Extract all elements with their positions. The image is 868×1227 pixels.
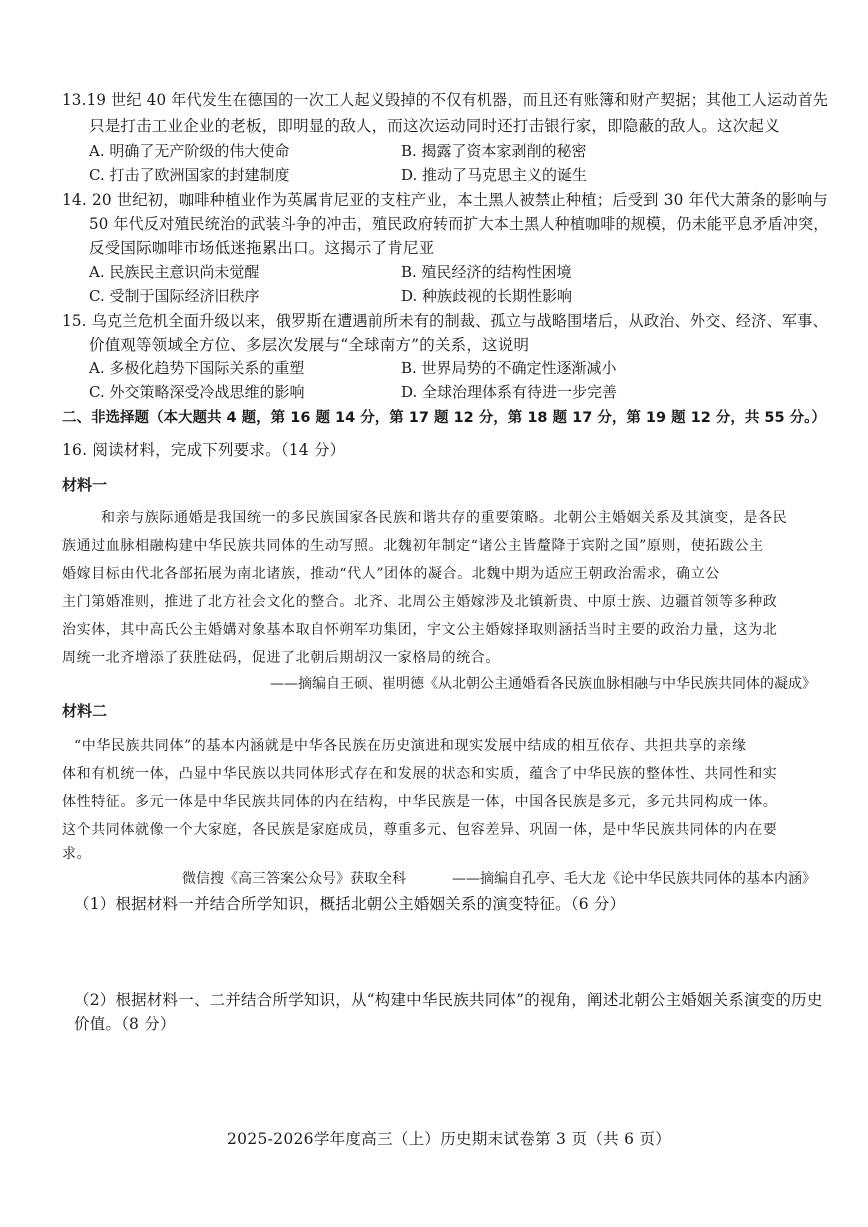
- material2-line: 体和有机统一体，凸显中华民族以共同体形式存在和发展的状态和实质，蕴含了中华民族的整体性、共同性和实: [62, 766, 778, 782]
- subquestion-2-line1: （2）根据材料一、二并结合所学知识，从“构建中华民族共同体”的视角，阐述北朝公主婚姻关系演变的历史: [74, 991, 823, 1009]
- q15-option-c: C. 外交策略深受冷战思维的影响: [89, 383, 305, 401]
- page-footer: 2025-2026学年度高三（上）历史期末试卷第 3 页（共 6 页）: [227, 1130, 672, 1148]
- material1-line: 主门第婚准则，推进了北方社会文化的整合。北齐、北周公主婚嫁涉及北镇新贵、中原士族、边疆首领等多种政: [62, 594, 778, 610]
- subquestion-2-line2: 价值。（8 分）: [74, 1015, 176, 1033]
- subquestion-1: （1）根据材料一并结合所学知识，概括北朝公主婚姻关系的演变特征。（6 分）: [74, 895, 626, 913]
- material1-source: ——摘编自王硕、崔明德《从北朝公主通婚看各民族血脉相融与中华民族共同体的凝成》: [270, 676, 816, 692]
- material1-line: 治实体，其中高氏公主婚媾对象基本取自怀朔军功集团，宇文公主婚嫁择取则涵括当时主要的政治力量，这为北: [62, 622, 778, 638]
- q15-option-d: D. 全球治理体系有待进一步完善: [401, 383, 618, 401]
- watermark-text: 微信搜《高三答案公众号》获取全科: [182, 871, 406, 887]
- material2-title: 材料二: [62, 702, 108, 720]
- q13-option-c: C. 打击了欧洲国家的封建制度: [89, 166, 290, 184]
- q13-option-d: D. 推动了马克思主义的诞生: [401, 166, 588, 184]
- q13-stem-line2: 只是打击工业企业的老板，即明显的敌人，而这次运动同时还打击银行家，即隐蔽的敌人。这次起义: [89, 117, 780, 135]
- q15-stem-line2: 价值观等领域全方位、多层次发展与“全球南方”的关系，这说明: [89, 336, 530, 354]
- material1-title: 材料一: [62, 476, 108, 494]
- q13-option-b: B. 揭露了资本家剥削的秘密: [401, 142, 587, 160]
- material1-line: 周统一北齐增添了获胜砝码，促进了北朝后期胡汉一家格局的统合。: [62, 650, 500, 666]
- q14-option-c: C. 受制于国际经济旧秩序: [89, 287, 260, 305]
- q14-option-d: D. 种族歧视的长期性影响: [401, 287, 573, 305]
- material1-line: 族通过血脉相融构建中华民族共同体的生动写照。北魏初年制定“诸公主皆釐降于宾附之国”原则，使拓跋公主: [62, 538, 764, 554]
- q16-stem: 16. 阅读材料，完成下列要求。（14 分）: [62, 441, 346, 459]
- material2-line: 求。: [62, 846, 92, 862]
- section2-heading: 二、非选择题（本大题共 4 题，第 16 题 14 分，第 17 题 12 分，第 18 题 17 分，第 19 题 12 分，共 55 分。）: [62, 410, 826, 426]
- q14-option-b: B. 殖民经济的结构性困境: [401, 263, 572, 281]
- q13-stem-line1: 13.19 世纪 40 年代发生在德国的一次工人起义毁掉的不仅有机器，而且还有账簿和财产契据；其他工人运动首先: [62, 91, 829, 109]
- q14-option-a: A. 民族民主意识尚未觉醒: [89, 263, 260, 281]
- material2-source: ——摘编自孔亭、毛大龙《论中华民族共同体的基本内涵》: [452, 871, 816, 887]
- q14-stem-line1: 14. 20 世纪初，咖啡种植业作为英属肯尼亚的支柱产业，本土黑人被禁止种植；后受到 30 年代大萧条的影响与: [62, 191, 828, 209]
- q15-option-a: A. 多极化趋势下国际关系的重塑: [89, 359, 305, 377]
- material2-line: 这个共同体就像一个大家庭，各民族是家庭成员，尊重多元、包容差异、巩固一体，是中华民族共同体的内在要: [62, 822, 778, 838]
- q14-stem-line3: 反受国际咖啡市场低迷拖累出口。这揭示了肯尼亚: [89, 239, 435, 257]
- q15-stem-line1: 15. 乌克兰危机全面升级以来，俄罗斯在遭遇前所未有的制裁、孤立与战略围堵后，从政治、外交、经济、军事、: [62, 312, 828, 330]
- material1-line: 婚嫁目标由代北各部拓展为南北诸族，推动“代人”团体的凝合。北魏中期为适应王朝政治需求，确立公: [62, 566, 720, 582]
- material2-line: “中华民族共同体”的基本内涵就是中华各民族在历史演进和现实发展中结成的相互依存、共担共享的亲缘: [74, 738, 747, 754]
- q15-option-b: B. 世界局势的不确定性逐渐减小: [401, 359, 617, 377]
- material1-line: 和亲与族际通婚是我国统一的多民族国家各民族和谐共存的重要策略。北朝公主婚姻关系及其演变，是各民: [101, 510, 788, 526]
- material2-line: 体性特征。多元一体是中华民族共同体的内在结构，中华民族是一体，中国各民族是多元，多元共同构成一体。: [62, 794, 778, 810]
- q14-stem-line2: 50 年代反对殖民统治的武装斗争的冲击，殖民政府转而扩大本土黑人种植咖啡的规模，仍未能平息矛盾冲突，: [89, 215, 829, 233]
- q13-option-a: A. 明确了无产阶级的伟大使命: [89, 142, 290, 160]
